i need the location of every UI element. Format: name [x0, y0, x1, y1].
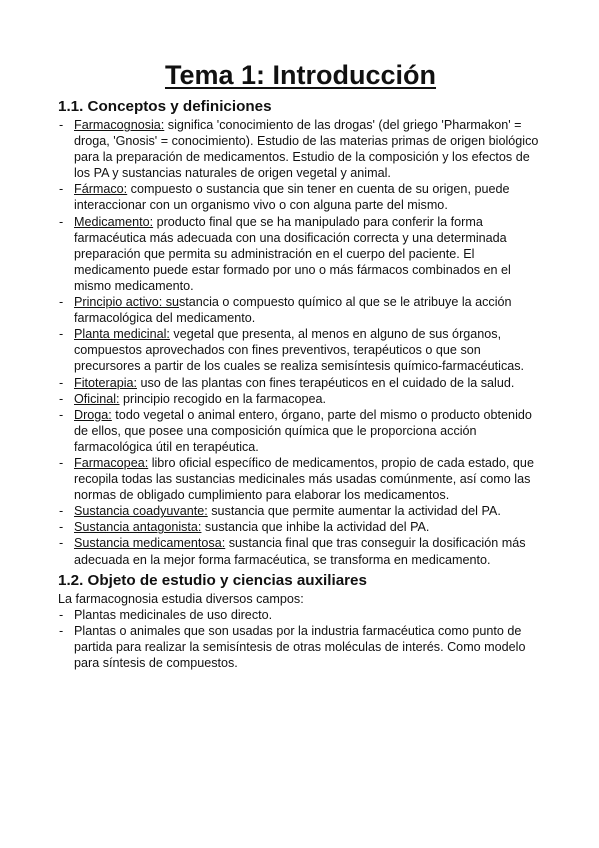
definition-text: todo vegetal o animal entero, órgano, parte del mismo o producto obtenido de ellos, que posee una composición química que le proporciona acción farmacológica útil en terapéutica.	[74, 407, 532, 454]
definition-item	[58, 294, 543, 326]
section-heading-conceptos: 1.1. Conceptos y definiciones	[58, 98, 272, 115]
definition-term: Principio activo: su	[74, 295, 179, 310]
definition-item	[58, 391, 543, 407]
definition-text: vegetal que presenta, al menos en alguno de sus órganos, compuestos aprovechados con fines preventivos, terapéuticos o que son precursores a partir de los cuales se realiza semisíntesis químico-farmacéuticas.	[74, 327, 525, 374]
definition-term: Sustancia coadyuvante:	[74, 504, 208, 519]
definition-text: sustancia final que tras conseguir la dosificación más adecuada en la mejor forma farmacéutica, se transforma en medicamento.	[74, 536, 526, 567]
definition-text: compuesto o sustancia que sin tener en cuenta de su origen, puede interaccionar con un organismo vivo o con alguna parte del mismo.	[74, 182, 510, 213]
definition-text: sustancia que inhibe la actividad del PA.	[201, 520, 430, 535]
definition-item	[58, 407, 543, 455]
definition-text: sustancia que permite aumentar la actividad del PA.	[207, 504, 501, 519]
study-fields-list	[58, 607, 543, 671]
list-item: - Plantas medicinales de uso directo.	[58, 607, 543, 623]
page-title: Tema 1: Introducción	[164, 60, 437, 90]
definition-item	[58, 503, 543, 519]
definition-text: libro oficial específico de medicamentos, propio de cada estado, que recopila todas las sustancias medicinales más usadas comúnmente, así como las normas de obligado cumplimiento para elaborar los medicamentos.	[74, 455, 534, 503]
definition-item	[58, 214, 543, 294]
section-intro: La farmacognosia estudia diversos campos:	[58, 591, 304, 606]
definition-term: Farmacognosia:	[74, 118, 165, 132]
definition-term: Fármaco:	[74, 182, 128, 197]
definition-term: Droga:	[74, 407, 112, 422]
definition-term: Sustancia medicamentosa:	[74, 536, 226, 551]
definitions-list	[58, 117, 543, 568]
definition-text: stancia o compuesto químico al que se le atribuye la acción farmacológica del medicamento.	[74, 295, 512, 326]
definition-text: principio recogido en la farmacopea.	[119, 391, 327, 406]
definition-term: Sustancia antagonista:	[74, 520, 202, 535]
definition-text: uso de las plantas con fines terapéuticos en el cuidado de la salud.	[137, 375, 515, 390]
definition-item	[58, 519, 543, 535]
section-heading-objeto: 1.2. Objeto de estudio y ciencias auxiliares	[58, 571, 367, 589]
definition-item	[58, 535, 543, 567]
definition-text: significa 'conocimiento de las drogas' (del griego 'Pharmakon' = droga, 'Gnosis' = conocimiento). Estudio de las materias primas de origen biológico para la preparación de medicamentos. Estudio de la composición y los efectos de los PA y sustancias naturales de origen vegetal y animal.	[74, 118, 539, 181]
definition-term: Oficinal:	[74, 391, 120, 406]
definition-item	[58, 117, 543, 181]
definition-item	[58, 375, 543, 391]
definition-term: Fitoterapia:	[74, 375, 137, 390]
list-item: - Plantas o animales que son usadas por la industria farmacéutica como punto de partida para realizar la semisíntesis de otras moléculas de interés. Como modelo para síntesis de compuestos.	[58, 623, 543, 671]
definition-item	[58, 455, 543, 503]
definition-term: Planta medicinal:	[74, 327, 170, 342]
definition-text: producto final que se ha manipulado para conferir la forma farmacéutica más adecuada con una dosificación correcta y una determinada preparación que permita su administración en el cuerpo del paciente. El medicamento puede estar formado por uno o más fármacos combinados en el mismo medicamento.	[74, 214, 511, 293]
definition-item	[58, 326, 543, 374]
definition-term: Medicamento:	[74, 214, 154, 229]
definition-term: Farmacopea:	[74, 455, 149, 470]
definition-item	[58, 181, 543, 213]
